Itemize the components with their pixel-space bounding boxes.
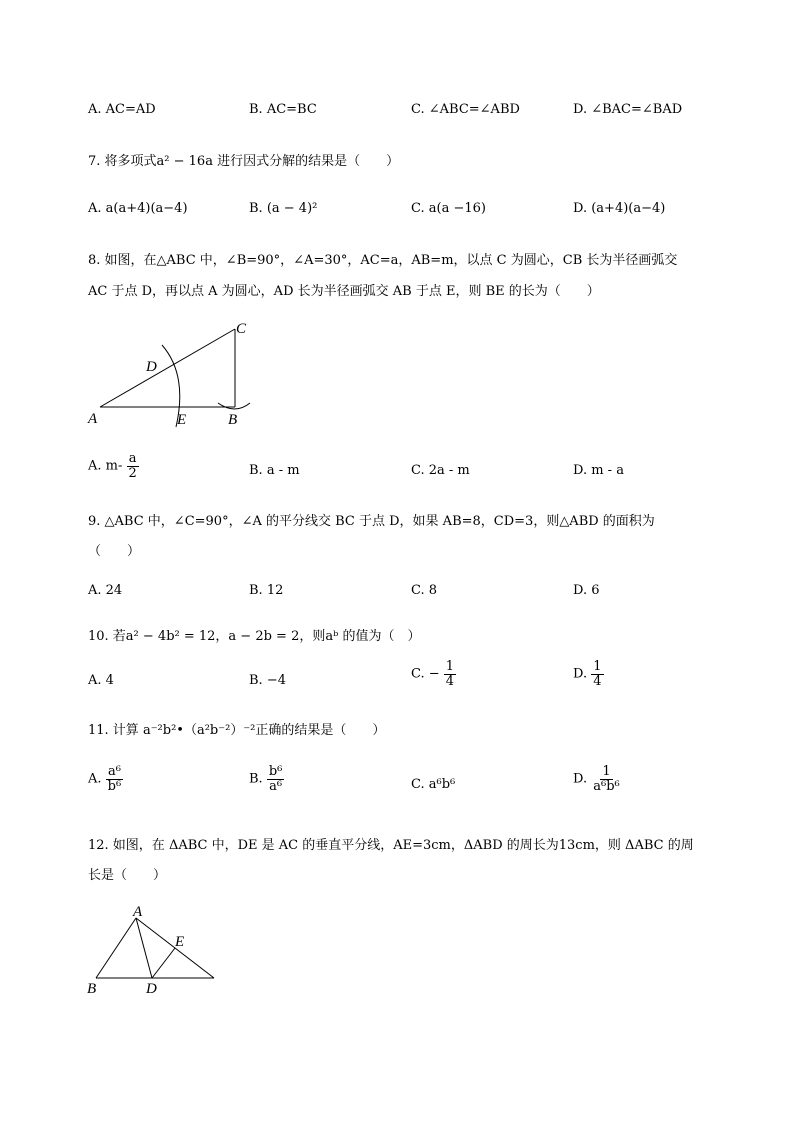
q6-option-a: A. AC=AD xyxy=(88,102,156,117)
q6-option-c: C. ∠ABC=∠ABD xyxy=(411,102,520,117)
q8-option-a-num: a xyxy=(128,451,137,466)
q10-option-c-fraction xyxy=(444,660,456,688)
q11-option-c: C. a⁶b⁶ xyxy=(411,777,456,792)
q8-option-a-fraction xyxy=(127,452,139,480)
q8-option-d: D. m - a xyxy=(573,463,624,478)
q8-option-a-prefix: A. m- xyxy=(88,458,123,474)
q11-option-b xyxy=(249,765,284,793)
q10-option-d xyxy=(573,660,604,688)
q8-stem-line1: 8. 如图，在△ABC 中，∠B=90°，∠A=30°，AC=a，AB=m，以点 C 为圆心，CB 长为半径画弧交 xyxy=(88,253,678,268)
q12-label-a: A xyxy=(133,904,143,920)
q8-label-e: E xyxy=(177,412,187,428)
q10-stem: 10. 若a² − 4b² = 12，a − 2b = 2，则aᵇ 的值为（ ） xyxy=(88,629,421,644)
q10-option-d-prefix: D. xyxy=(573,666,588,682)
q12-label-d: D xyxy=(146,981,157,997)
q11-option-d xyxy=(573,765,622,793)
q12-figure xyxy=(82,903,222,998)
q12-label-b: B xyxy=(87,981,97,997)
q12-label-e: E xyxy=(175,934,185,950)
q11-option-a xyxy=(88,765,123,793)
q10-option-b: B. −4 xyxy=(249,673,286,688)
q9-stem-line1: 9. △ABC 中，∠C=90°，∠A 的平分线交 BC 于点 D，如果 AB=8，CD=3，则△ABD 的面积为 xyxy=(88,514,655,529)
q6-option-d: D. ∠BAC=∠BAD xyxy=(573,102,683,117)
q10-option-d-den: 4 xyxy=(593,673,602,689)
q7-option-c: C. a(a −16) xyxy=(411,201,486,216)
q11-option-a-fraction xyxy=(106,765,124,793)
q8-option-c: C. 2a - m xyxy=(411,463,470,478)
q6-option-b: B. AC=BC xyxy=(249,102,317,117)
q12-stem-line1: 12. 如图，在 ΔABC 中，DE 是 AC 的垂直平分线，AE=3cm，ΔABD 的周长为13cm，则 ΔABC 的周 xyxy=(88,838,694,853)
q10-option-c-prefix: C. − xyxy=(411,666,440,682)
q11-option-b-num: b⁶ xyxy=(268,764,283,779)
q11-option-a-prefix: A. xyxy=(88,771,102,787)
q8-label-c: C xyxy=(236,321,247,337)
q8-label-d: D xyxy=(146,359,157,375)
q8-figure xyxy=(80,315,270,435)
q11-option-b-prefix: B. xyxy=(249,771,263,787)
q11-option-d-prefix: D. xyxy=(573,771,588,787)
q11-option-b-fraction xyxy=(267,765,285,793)
q10-option-c xyxy=(411,660,456,688)
q10-option-c-num: 1 xyxy=(445,659,455,674)
q11-option-d-den: a⁶b⁶ xyxy=(593,778,620,794)
q9-option-a: A. 24 xyxy=(88,583,123,598)
q11-option-a-num: a⁶ xyxy=(107,764,121,779)
q7-stem: 7. 将多项式a² − 16a 进行因式分解的结果是（ ） xyxy=(88,154,400,169)
q11-option-d-num: 1 xyxy=(602,764,611,779)
q10-option-c-den: 4 xyxy=(445,673,455,689)
q12-stem-line2: 长是（ ） xyxy=(88,868,167,883)
q10-option-a: A. 4 xyxy=(88,673,114,688)
q9-option-c: C. 8 xyxy=(411,583,438,598)
q8-option-a-den: 2 xyxy=(128,465,137,481)
q8-option-b: B. a - m xyxy=(249,463,300,478)
q9-option-d: D. 6 xyxy=(573,583,600,598)
q7-option-d: D. (a+4)(a−4) xyxy=(573,201,666,216)
q10-option-d-fraction xyxy=(591,660,603,688)
q7-option-b: B. (a − 4)² xyxy=(249,201,318,216)
q9-option-b: B. 12 xyxy=(249,583,284,598)
q7-option-a: A. a(a+4)(a−4) xyxy=(88,201,188,216)
q8-label-b: B xyxy=(228,412,238,428)
q11-stem: 11. 计算 a⁻²b²•（a²b⁻²）⁻²正确的结果是（ ） xyxy=(88,723,386,738)
q8-option-a xyxy=(88,452,139,480)
q8-label-a: A xyxy=(88,411,98,427)
q11-option-a-den: b⁶ xyxy=(107,778,122,794)
q8-stem-line2: AC 于点 D，再以点 A 为圆心，AD 长为半径画弧交 AB 于点 E，则 BE 的长为（ ） xyxy=(88,284,600,299)
q9-stem-line2: （ ） xyxy=(88,544,141,559)
q11-option-b-den: a⁶ xyxy=(269,778,283,794)
q11-option-d-fraction xyxy=(591,765,622,793)
q10-option-d-num: 1 xyxy=(593,659,602,674)
